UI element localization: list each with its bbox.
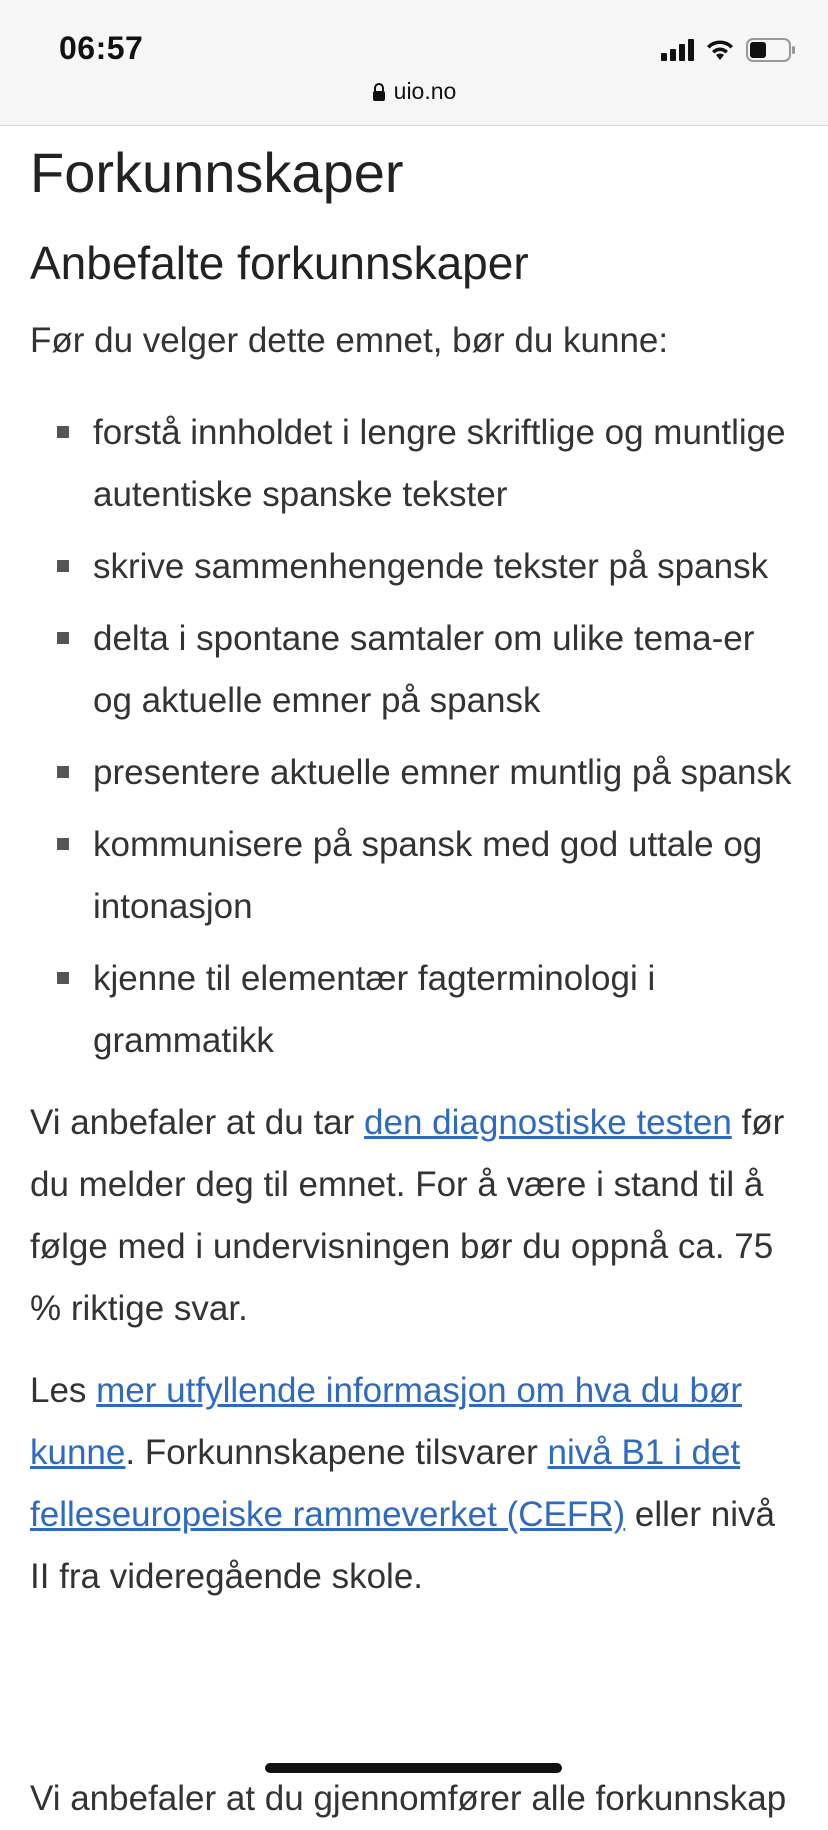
lock-icon xyxy=(372,83,386,101)
list-item-text: delta i spontane samtaler om ulike tema-er og aktuelle emner på spansk xyxy=(93,619,755,721)
list-item-text: kommunisere på spansk med god uttale og intonasjon xyxy=(93,825,763,927)
page-title: Forkunnskaper xyxy=(30,141,404,204)
list-item xyxy=(30,948,800,1072)
bullet-icon xyxy=(57,426,69,438)
diagnostic-test-link[interactable]: den diagnostiske testen xyxy=(364,1103,732,1143)
page-content xyxy=(30,126,800,1608)
battery-icon xyxy=(746,38,796,62)
paragraph-text: . Forkunnskapene tilsvarer xyxy=(125,1433,548,1473)
bullet-icon xyxy=(57,560,69,572)
more-info-link[interactable]: mer utfyllende informasjon om hva du bør kunne xyxy=(30,1371,742,1473)
status-bar xyxy=(0,0,828,126)
paragraph-text: Les xyxy=(30,1371,97,1411)
paragraph-text: før du melder deg til emnet. For å være i stand til å følge med i undervisningen bør du oppnå ca. 75 % riktige svar. xyxy=(30,1103,785,1329)
paragraph-text: eller nivå II fra videregående skole. xyxy=(30,1495,775,1597)
bullet-icon xyxy=(57,972,69,984)
list-item xyxy=(30,814,800,938)
clock: 06:57 xyxy=(59,30,144,66)
url-text: uio.no xyxy=(393,78,457,104)
signal-icon xyxy=(661,39,694,61)
list-item xyxy=(30,742,800,804)
list-item xyxy=(30,536,800,598)
bullet-icon xyxy=(57,766,69,778)
status-icons xyxy=(661,36,796,64)
intro-text: Før du velger dette emnet, bør du kunne: xyxy=(30,321,669,361)
list-item xyxy=(30,402,800,526)
cut-off-text: Vi anbefaler at du gjennomfører alle forkunnskap xyxy=(30,1779,787,1818)
address-bar[interactable] xyxy=(0,78,828,105)
list-item-text: forstå innholdet i lengre skriftlige og muntlige autentiske spanske tekster xyxy=(93,413,786,515)
list-item-text: presentere aktuelle emner muntlig på spansk xyxy=(93,753,792,793)
list-item xyxy=(30,608,800,732)
diagnostic-paragraph xyxy=(30,1092,800,1340)
bullet-icon xyxy=(57,632,69,644)
list-item-text: kjenne til elementær fagterminologi i grammatikk xyxy=(93,959,656,1061)
prerequisite-list xyxy=(30,402,800,1072)
home-indicator[interactable] xyxy=(265,1763,562,1773)
paragraph-text: Vi anbefaler at du tar xyxy=(30,1103,365,1143)
cefr-link[interactable]: nivå B1 i det felleseuropeiske rammeverket (CEFR) xyxy=(30,1433,741,1535)
list-item-text: skrive sammenhengende tekster på spansk xyxy=(93,547,769,587)
info-paragraph xyxy=(30,1360,800,1608)
bullet-icon xyxy=(57,838,69,850)
section-heading: Anbefalte forkunnskaper xyxy=(30,236,529,289)
wifi-icon xyxy=(704,38,736,62)
